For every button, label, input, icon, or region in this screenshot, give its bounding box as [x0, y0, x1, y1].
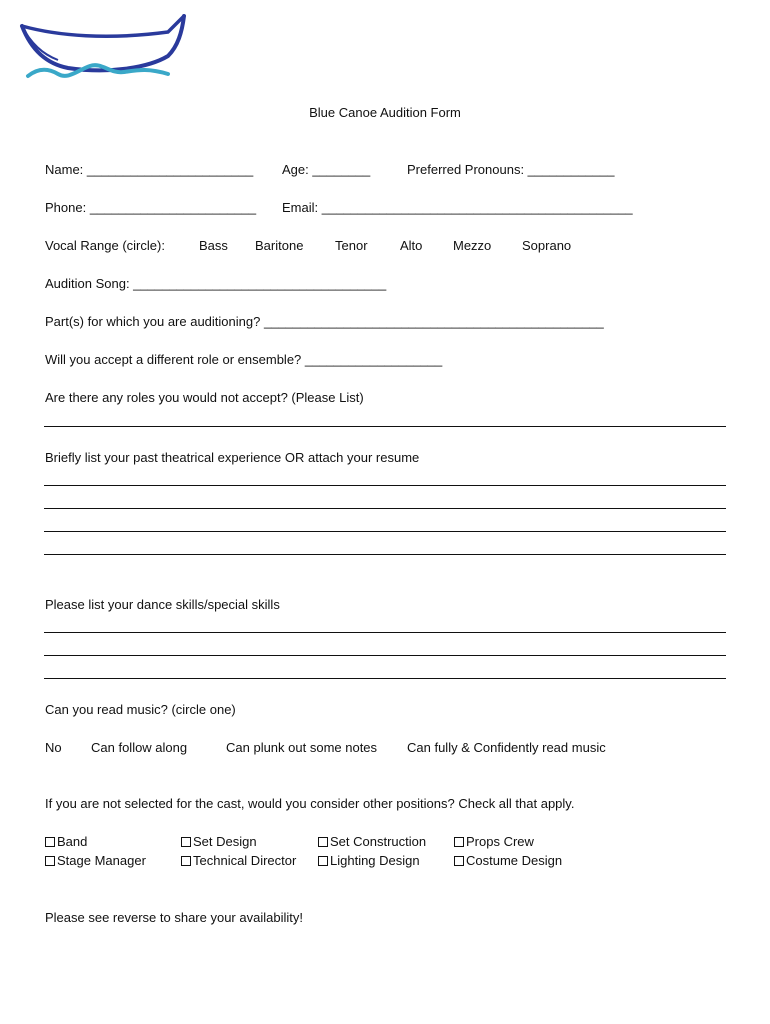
vocal-range-label: Vocal Range (circle):: [45, 238, 165, 253]
experience-line[interactable]: [44, 531, 726, 532]
experience-line[interactable]: [44, 508, 726, 509]
experience-line[interactable]: [44, 485, 726, 486]
age-field[interactable]: Age: ________: [282, 162, 371, 177]
position-set-design[interactable]: [181, 834, 257, 849]
position-label: Set Construction: [330, 834, 427, 849]
checkbox-icon[interactable]: [181, 837, 191, 847]
position-lighting-design[interactable]: [318, 853, 420, 868]
positions-question: If you are not selected for the cast, would you consider other positions? Check all that apply.: [45, 796, 575, 811]
experience-label: Briefly list your past theatrical experience OR attach your resume: [45, 450, 420, 465]
footer-note: Please see reverse to share your availability!: [45, 910, 303, 925]
read-music-label: Can you read music? (circle one): [45, 702, 236, 717]
blue-canoe-logo: [18, 12, 190, 86]
position-label: Props Crew: [466, 834, 534, 849]
experience-line[interactable]: [44, 554, 726, 555]
checkbox-icon[interactable]: [45, 856, 55, 866]
vocal-option-tenor[interactable]: Tenor: [335, 238, 368, 253]
checkbox-icon[interactable]: [318, 837, 328, 847]
parts-field[interactable]: Part(s) for which you are auditioning? _______________________________________________: [45, 314, 604, 329]
checkbox-icon[interactable]: [454, 837, 464, 847]
read-option-no[interactable]: No: [45, 740, 62, 755]
position-label: Lighting Design: [330, 853, 420, 868]
position-label: Technical Director: [193, 853, 297, 868]
vocal-option-bass[interactable]: Bass: [199, 238, 228, 253]
email-field[interactable]: Email: ___________________________________________: [282, 200, 633, 215]
position-stage-manager[interactable]: [45, 853, 146, 868]
vocal-option-alto[interactable]: Alto: [400, 238, 423, 253]
position-props-crew[interactable]: [454, 834, 534, 849]
position-label: Stage Manager: [57, 853, 146, 868]
checkbox-icon[interactable]: [181, 856, 191, 866]
read-option-plunk[interactable]: Can plunk out some notes: [226, 740, 378, 755]
vocal-option-mezzo[interactable]: Mezzo: [453, 238, 492, 253]
dance-line[interactable]: [44, 678, 726, 679]
vocal-option-baritone[interactable]: Baritone: [255, 238, 304, 253]
roles-answer-line[interactable]: [44, 426, 726, 427]
checkbox-icon[interactable]: [454, 856, 464, 866]
dance-label: Please list your dance skills/special skills: [45, 597, 280, 612]
name-field[interactable]: Name: _______________________: [45, 162, 254, 177]
vocal-option-soprano[interactable]: Soprano: [522, 238, 572, 253]
read-option-fully[interactable]: Can fully & Confidently read music: [407, 740, 606, 755]
position-label: Set Design: [193, 834, 257, 849]
checkbox-icon[interactable]: [45, 837, 55, 847]
position-label: Costume Design: [466, 853, 563, 868]
position-band[interactable]: [45, 834, 87, 849]
form-title: Blue Canoe Audition Form: [309, 105, 461, 120]
checkbox-icon[interactable]: [318, 856, 328, 866]
position-label: Band: [57, 834, 88, 849]
dance-line[interactable]: [44, 655, 726, 656]
different-role-field[interactable]: Will you accept a different role or ensemble? ___________________: [45, 352, 443, 367]
position-set-construction[interactable]: [318, 834, 426, 849]
pronouns-field[interactable]: Preferred Pronouns: ____________: [407, 162, 615, 177]
roles-not-accept-label: Are there any roles you would not accept? (Please List): [45, 390, 364, 405]
audition-song-field[interactable]: Audition Song: ___________________________________: [45, 276, 387, 291]
dance-line[interactable]: [44, 632, 726, 633]
position-costume-design[interactable]: [454, 853, 562, 868]
position-technical-director[interactable]: [181, 853, 296, 868]
phone-field[interactable]: Phone: _______________________: [45, 200, 257, 215]
read-option-follow[interactable]: Can follow along: [91, 740, 188, 755]
